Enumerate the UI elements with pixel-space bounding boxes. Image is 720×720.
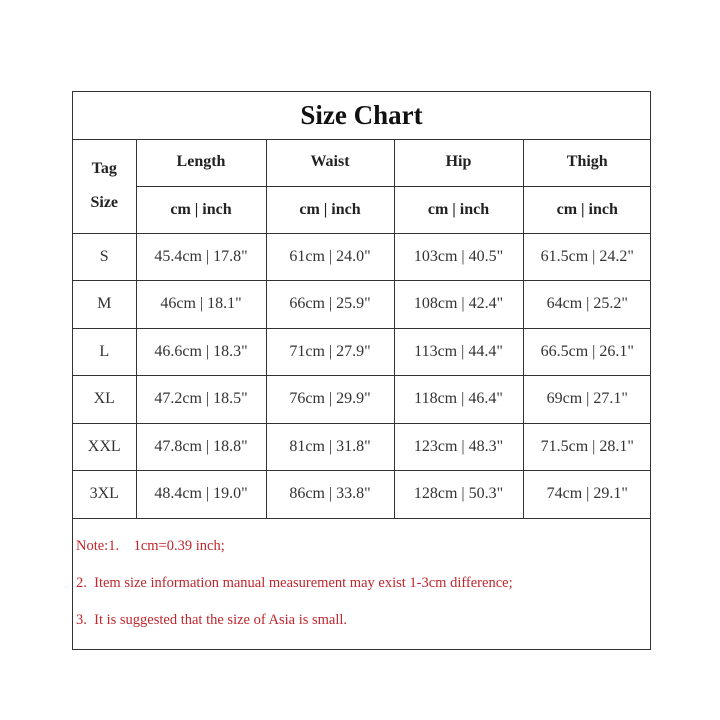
hip-cell: 118cm | 46.4" xyxy=(394,376,523,424)
thigh-cell: 71.5cm | 28.1" xyxy=(523,423,651,471)
notes-section xyxy=(76,528,636,639)
length-cell: 47.8cm | 18.8" xyxy=(136,423,266,471)
table-row xyxy=(73,328,651,376)
hip-cell: 128cm | 50.3" xyxy=(394,471,523,519)
note-2: 2. Item size information manual measurement may exist 1-3cm difference; xyxy=(76,575,513,591)
unit-label: cm | inch xyxy=(394,186,523,233)
waist-cell: 71cm | 27.9" xyxy=(266,328,394,376)
size-cell: XXL xyxy=(73,423,136,471)
length-cell: 45.4cm | 17.8" xyxy=(136,233,266,281)
tag-size-header: Tag Size xyxy=(73,139,136,233)
note-3: 3. It is suggested that the size of Asia is small. xyxy=(76,612,348,628)
header-row xyxy=(73,139,651,186)
thigh-cell: 69cm | 27.1" xyxy=(523,376,651,424)
thigh-cell: 64cm | 25.2" xyxy=(523,281,651,329)
size-cell: M xyxy=(73,281,136,329)
table-row xyxy=(73,233,651,281)
hip-cell: 113cm | 44.4" xyxy=(394,328,523,376)
size-cell: 3XL xyxy=(73,471,136,519)
column-header-waist: Waist xyxy=(266,139,394,186)
length-cell: 48.4cm | 19.0" xyxy=(136,471,266,519)
thigh-cell: 74cm | 29.1" xyxy=(523,471,651,519)
unit-label: cm | inch xyxy=(266,186,394,233)
column-header-hip: Hip xyxy=(394,139,523,186)
table-row xyxy=(73,471,651,519)
size-cell: L xyxy=(73,328,136,376)
chart-title: Size Chart xyxy=(73,92,650,140)
hip-cell: 103cm | 40.5" xyxy=(394,233,523,281)
size-cell: S xyxy=(73,233,136,281)
size-chart xyxy=(72,91,651,650)
waist-cell: 76cm | 29.9" xyxy=(266,376,394,424)
hip-cell: 123cm | 48.3" xyxy=(394,423,523,471)
note-1: Note:1. 1cm=0.39 inch; xyxy=(76,538,225,554)
hip-cell: 108cm | 42.4" xyxy=(394,281,523,329)
length-cell: 46cm | 18.1" xyxy=(136,281,266,329)
waist-cell: 86cm | 33.8" xyxy=(266,471,394,519)
unit-row xyxy=(73,186,651,233)
waist-cell: 81cm | 31.8" xyxy=(266,423,394,471)
length-cell: 46.6cm | 18.3" xyxy=(136,328,266,376)
table-row xyxy=(73,376,651,424)
unit-label: cm | inch xyxy=(523,186,651,233)
column-header-thigh: Thigh xyxy=(523,139,651,186)
size-cell: XL xyxy=(73,376,136,424)
waist-cell: 61cm | 24.0" xyxy=(266,233,394,281)
waist-cell: 66cm | 25.9" xyxy=(266,281,394,329)
length-cell: 47.2cm | 18.5" xyxy=(136,376,266,424)
table-row xyxy=(73,281,651,329)
size-table xyxy=(73,139,651,519)
thigh-cell: 61.5cm | 24.2" xyxy=(523,233,651,281)
thigh-cell: 66.5cm | 26.1" xyxy=(523,328,651,376)
table-row xyxy=(73,423,651,471)
unit-label: cm | inch xyxy=(136,186,266,233)
column-header-length: Length xyxy=(136,139,266,186)
